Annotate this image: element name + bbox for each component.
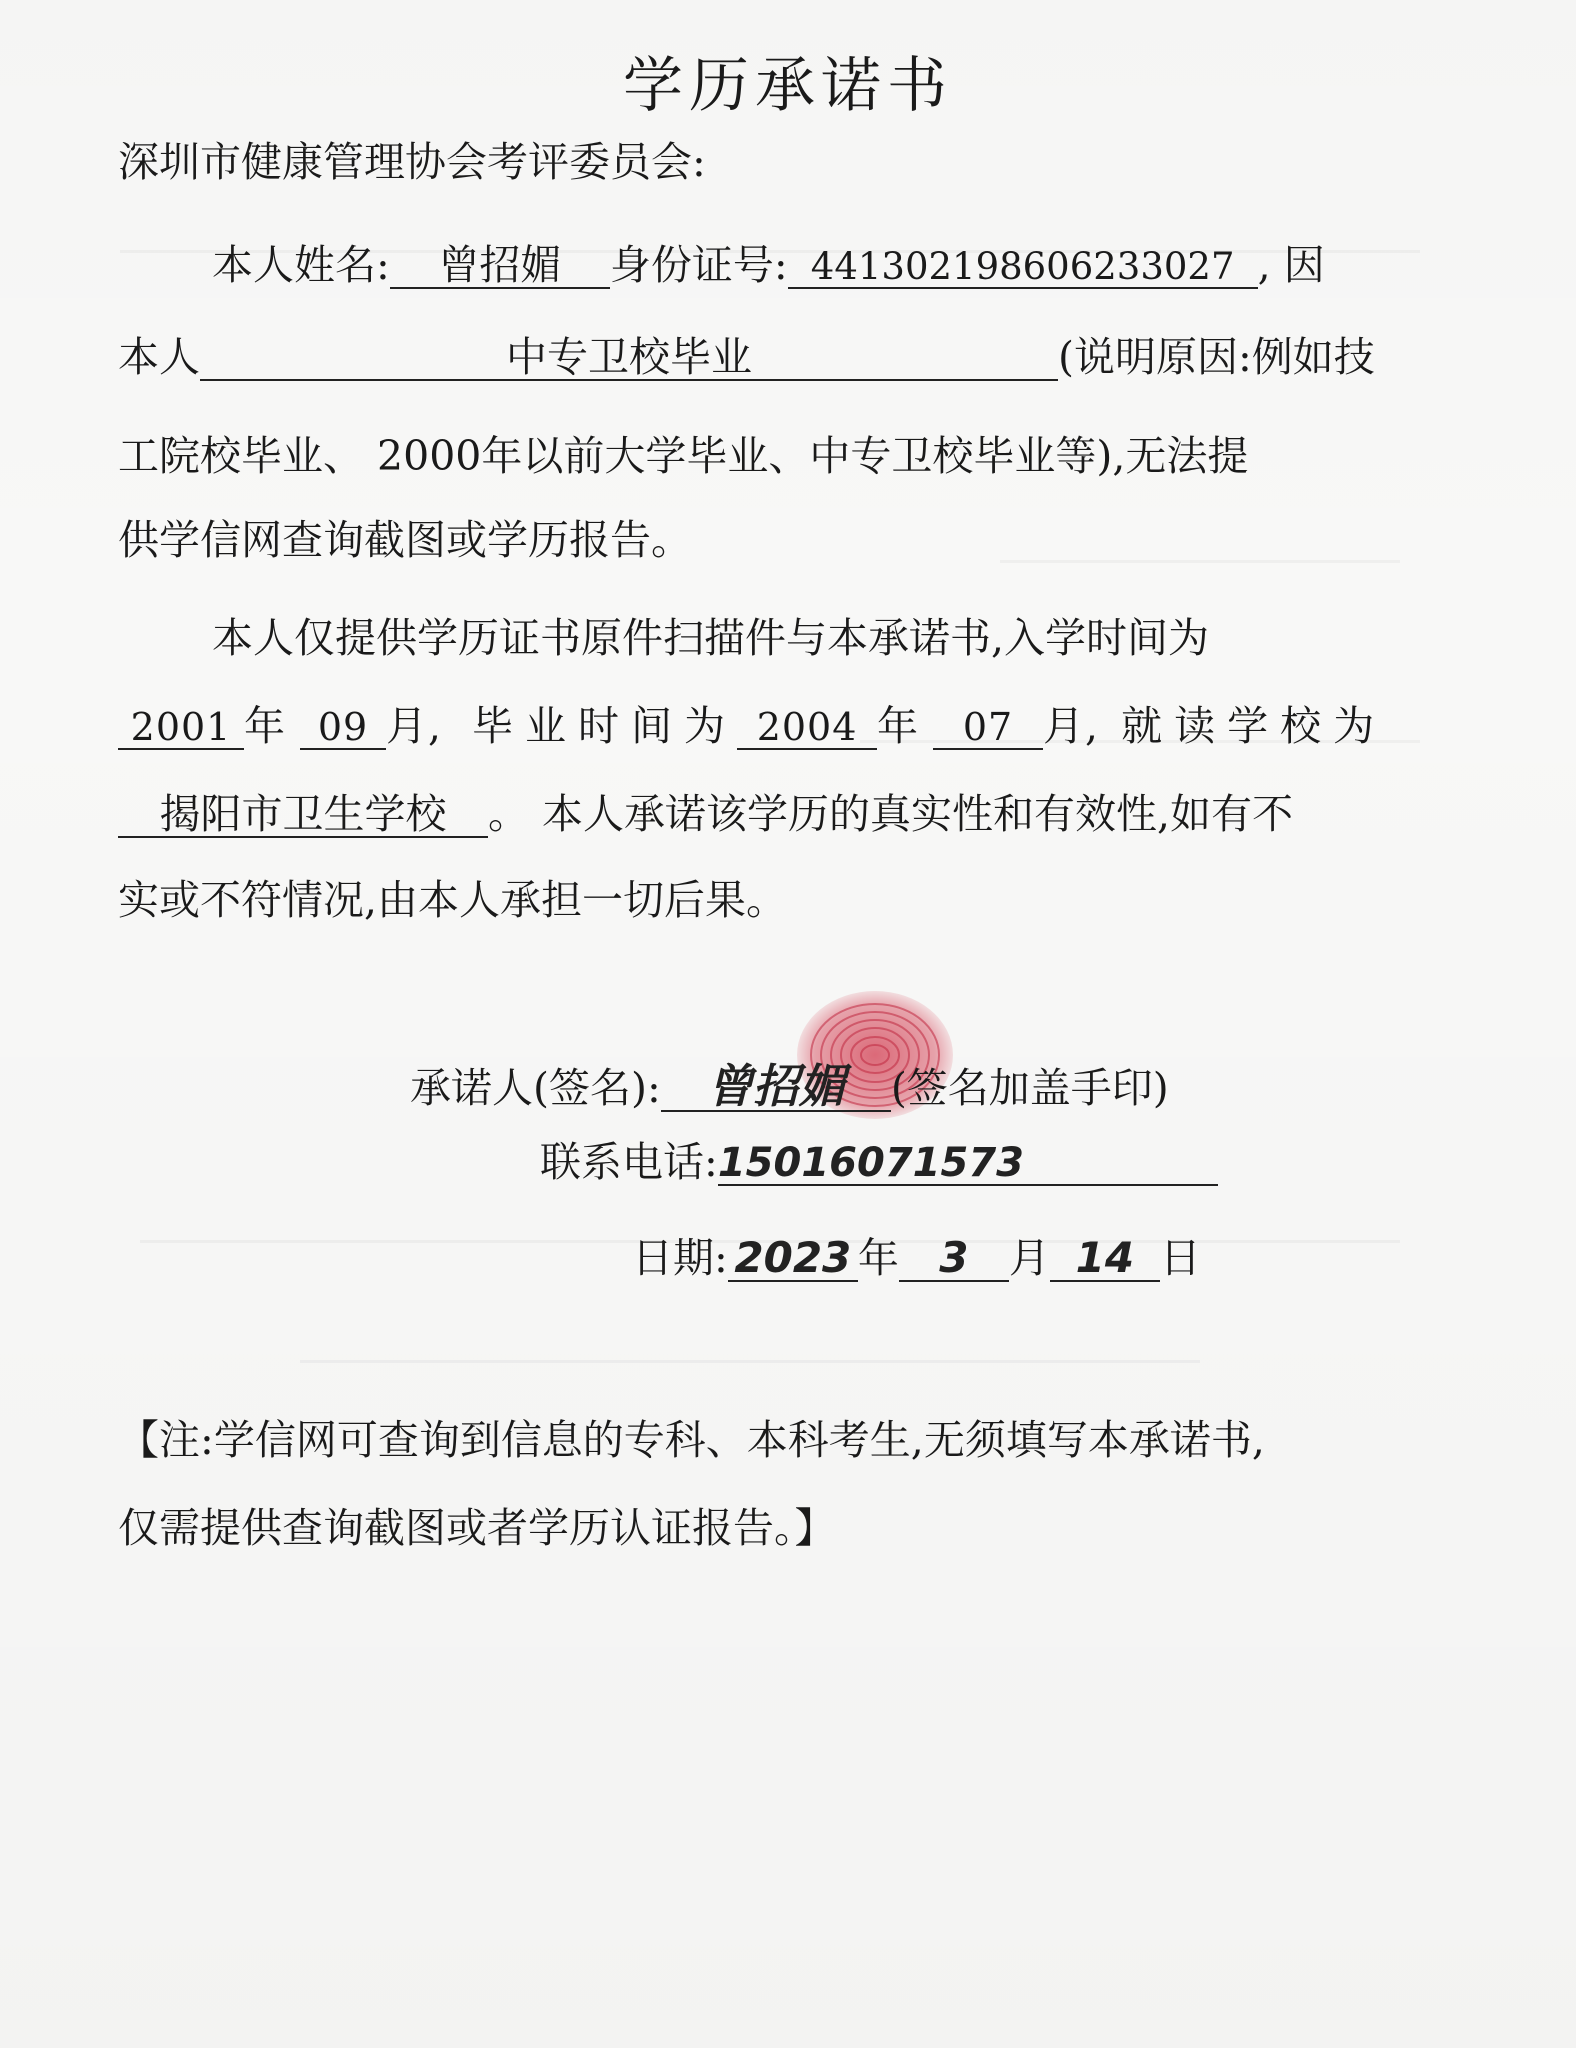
- id-label: 身份证号:: [609, 241, 788, 289]
- reason-line-4: 供学信网查询截图或学历报告。: [118, 516, 692, 564]
- truth-statement: 。 本人承诺该学历的真实性和有效性,如有不: [488, 790, 1294, 838]
- school-line: [118, 790, 1294, 838]
- date-year-word: 年: [857, 1234, 899, 1282]
- note-line-1: 【注:学信网可查询到信息的专科、本科考生,无须填写本承诺书,: [118, 1416, 1265, 1464]
- phone-line: [540, 1138, 1218, 1186]
- signature-line: [410, 1059, 1169, 1113]
- phone-value: 15016071573: [718, 1142, 1218, 1186]
- school-label: 就读学校为: [1121, 702, 1387, 750]
- reason-prefix: 本人: [118, 333, 200, 381]
- grad-month: 07: [933, 708, 1043, 750]
- enroll-year: 2001: [118, 708, 244, 750]
- date-month-word: 月: [1008, 1234, 1050, 1282]
- scan-statement: 本人仅提供学历证书原件扫描件与本承诺书,入学时间为: [212, 614, 1210, 662]
- date-day-word: 日: [1159, 1234, 1201, 1282]
- date-month: 3: [899, 1236, 1009, 1282]
- signer-label: 承诺人(签名):: [410, 1064, 661, 1112]
- phone-label: 联系电话:: [540, 1138, 718, 1186]
- name-label: 本人姓名:: [212, 241, 390, 289]
- consequence-line: 实或不符情况,由本人承担一切后果。: [118, 876, 788, 924]
- reason-line: [118, 333, 1375, 381]
- grad-label: 毕业时间为: [472, 702, 738, 750]
- grad-month-word: 月,: [1043, 702, 1100, 750]
- name-id-line: [212, 241, 1325, 289]
- signature-hint: (签名加盖手印): [890, 1064, 1169, 1112]
- enroll-month: 09: [300, 708, 386, 750]
- dates-line: [118, 702, 1387, 750]
- school-value: 揭阳市卫生学校: [118, 793, 488, 838]
- handwritten-signature: 曾招媚: [661, 1062, 891, 1112]
- year-word: 年: [244, 702, 286, 750]
- date-label: 日期:: [632, 1234, 728, 1282]
- id-number: 441302198606233027: [788, 248, 1258, 289]
- name-value: 曾招媚: [390, 244, 610, 289]
- note-line-2: 仅需提供查询截图或者学历认证报告。】: [118, 1504, 836, 1552]
- reason-value: 中专卫校毕业: [200, 336, 1058, 381]
- id-suffix: , 因: [1257, 241, 1325, 289]
- date-year: 2023: [728, 1236, 858, 1282]
- document-title: 学历承诺书: [623, 51, 953, 121]
- addressee: 深圳市健康管理协会考评委员会:: [118, 138, 706, 186]
- bleed-through: [300, 1360, 1200, 1363]
- reason-line-3: 工院校毕业、 2000年以前大学毕业、中专卫校毕业等),无法提: [118, 432, 1249, 480]
- bleed-through: [1000, 560, 1400, 563]
- date-day: 14: [1050, 1236, 1160, 1282]
- grad-year: 2004: [737, 708, 877, 750]
- grad-year-word: 年: [877, 702, 920, 750]
- date-line: [632, 1233, 1201, 1282]
- month-word: 月,: [386, 702, 443, 750]
- reason-hint: (说明原因:例如技: [1058, 333, 1375, 381]
